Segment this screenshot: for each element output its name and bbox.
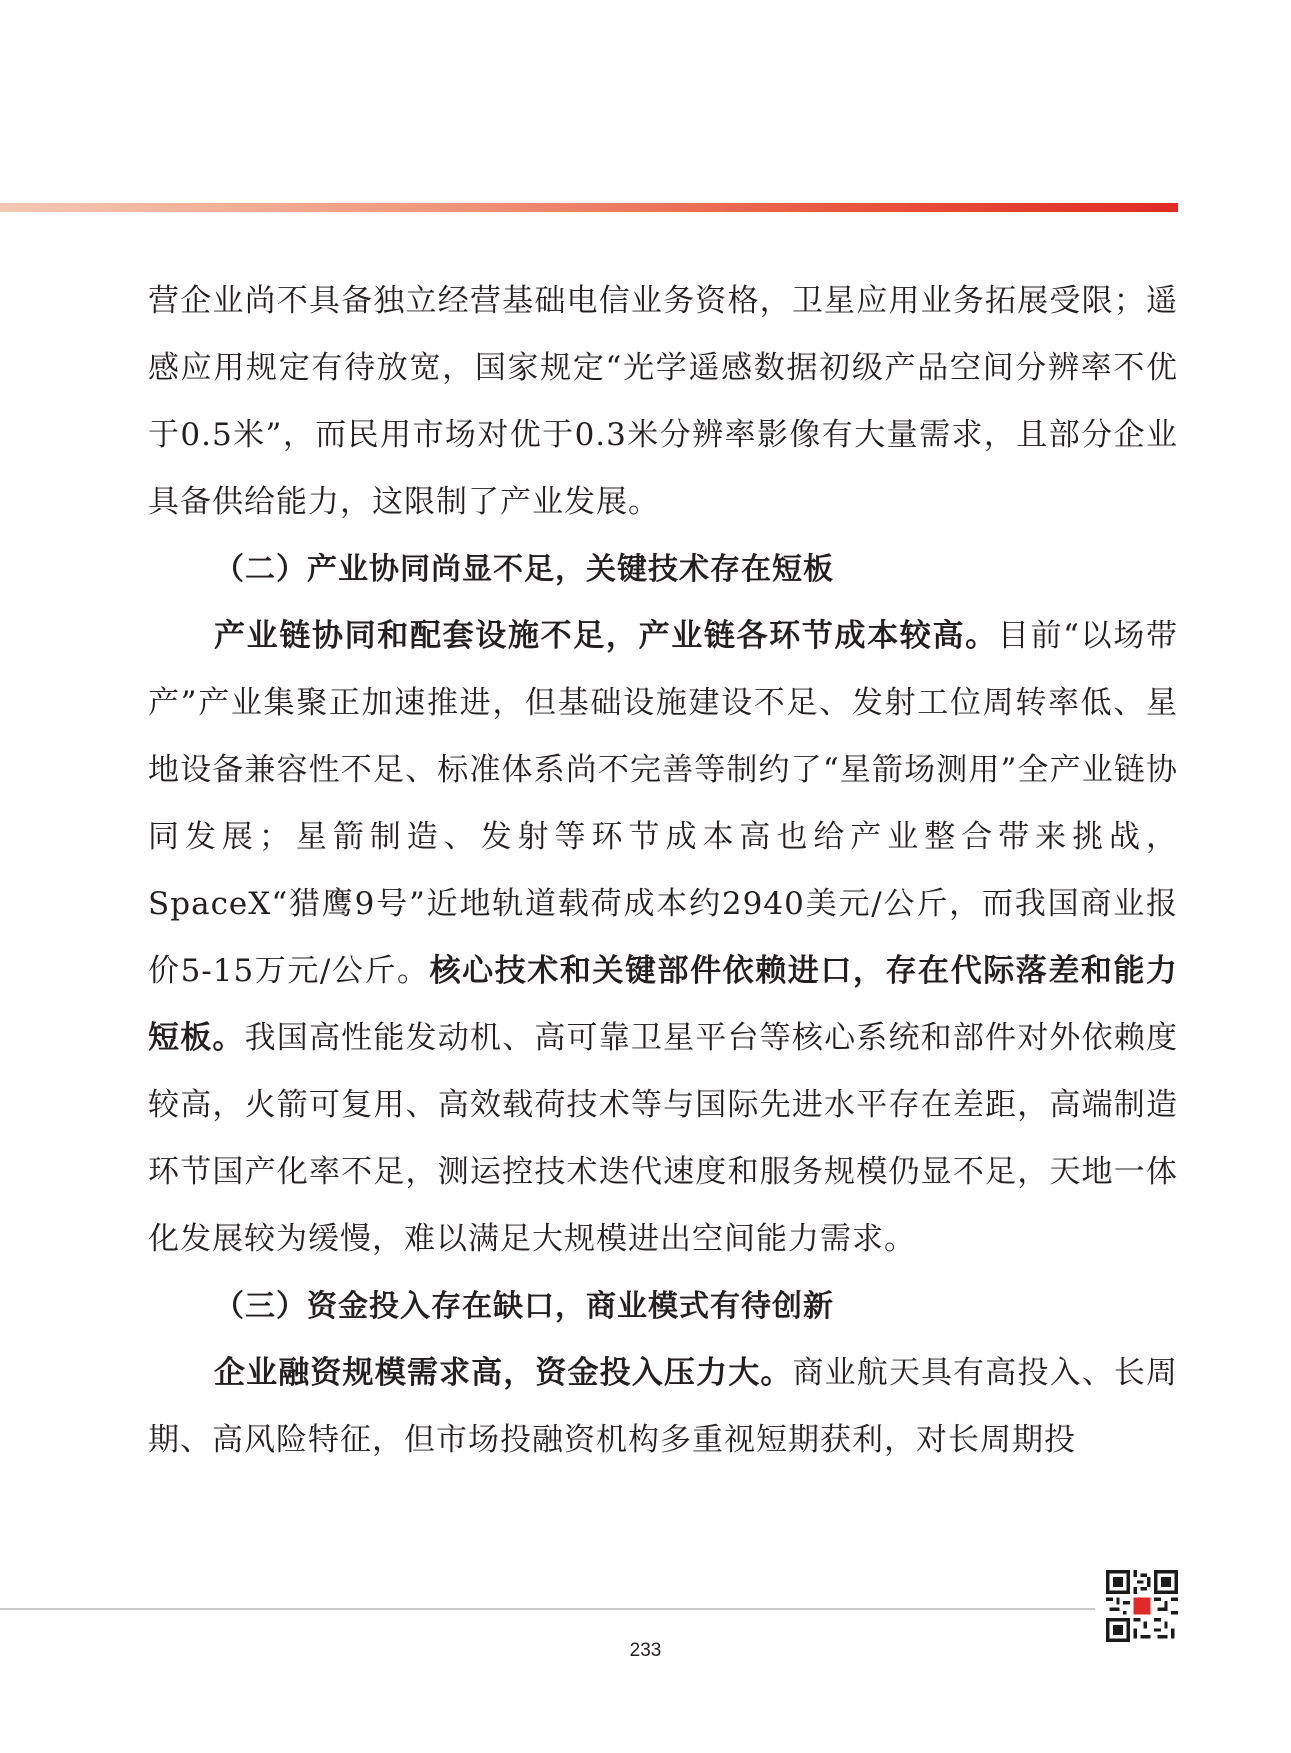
paragraph-3-text-1: 商业航天具有高投入、长周期、高风险特征，但市场投融资机构多重视短期获利，对长周期投	[148, 1355, 1179, 1458]
paragraph-2	[148, 603, 1178, 1273]
header-accent-bar	[0, 203, 1178, 212]
qr-code-icon	[1106, 1570, 1178, 1642]
section-heading-3: （三）资金投入存在缺口，商业模式有待创新	[214, 1289, 834, 1324]
section-heading-2: （二）产业协同尚显不足，关键技术存在短板	[214, 552, 834, 587]
paragraph-2-emphasis: 核心技术和关键部件依赖进口，存在代际落差和能力短板。	[148, 953, 1179, 1056]
paragraph-3	[148, 1340, 1178, 1474]
paragraph-1: 营企业尚不具备独立经营基础电信业务资格，卫星应用业务拓展受限；遥感应用规定有待放宽，国家规定“光学遥感数据初级产品空间分辨率不优于0.5米”，而民用市场对优于0.3米分辨率影像有大量需求，且部分企业具备供给能力，这限制了产业发展。	[148, 283, 1178, 520]
footer-rule	[0, 1608, 1095, 1610]
paragraph-2-text-2: 我国高性能发动机、高可靠卫星平台等核心系统和部件对外依赖度较高，火箭可复用、高效载荷技术等与国际先进水平存在差距，高端制造环节国产化率不足，测运控技术迭代速度和服务规模仍显不足，天地一体化发展较为缓慢，难以满足大规模进出空间能力需求。	[148, 1020, 1179, 1257]
page-number: 233	[629, 1640, 662, 1661]
paragraph-2-text-1: 目前“以场带产”产业集聚正加速推进，但基础设施建设不足、发射工位周转率低、星地设备兼容性不足、标准体系尚不完善等制约了“星箭场测用”全产业链协同发展；星箭制造、发射等环节成本高也给产业整合带来挑战，SpaceX“猎鹰9号”近地轨道载荷成本约2940美元/公斤，而我国商业报价5-15万元/公斤。	[148, 618, 1178, 989]
paragraph-3-lead: 企业融资规模需求高，资金投入压力大。	[214, 1355, 793, 1391]
paragraph-2-lead: 产业链协同和配套设施不足，产业链各环节成本较高。	[214, 618, 998, 654]
page-body	[148, 268, 1178, 1474]
